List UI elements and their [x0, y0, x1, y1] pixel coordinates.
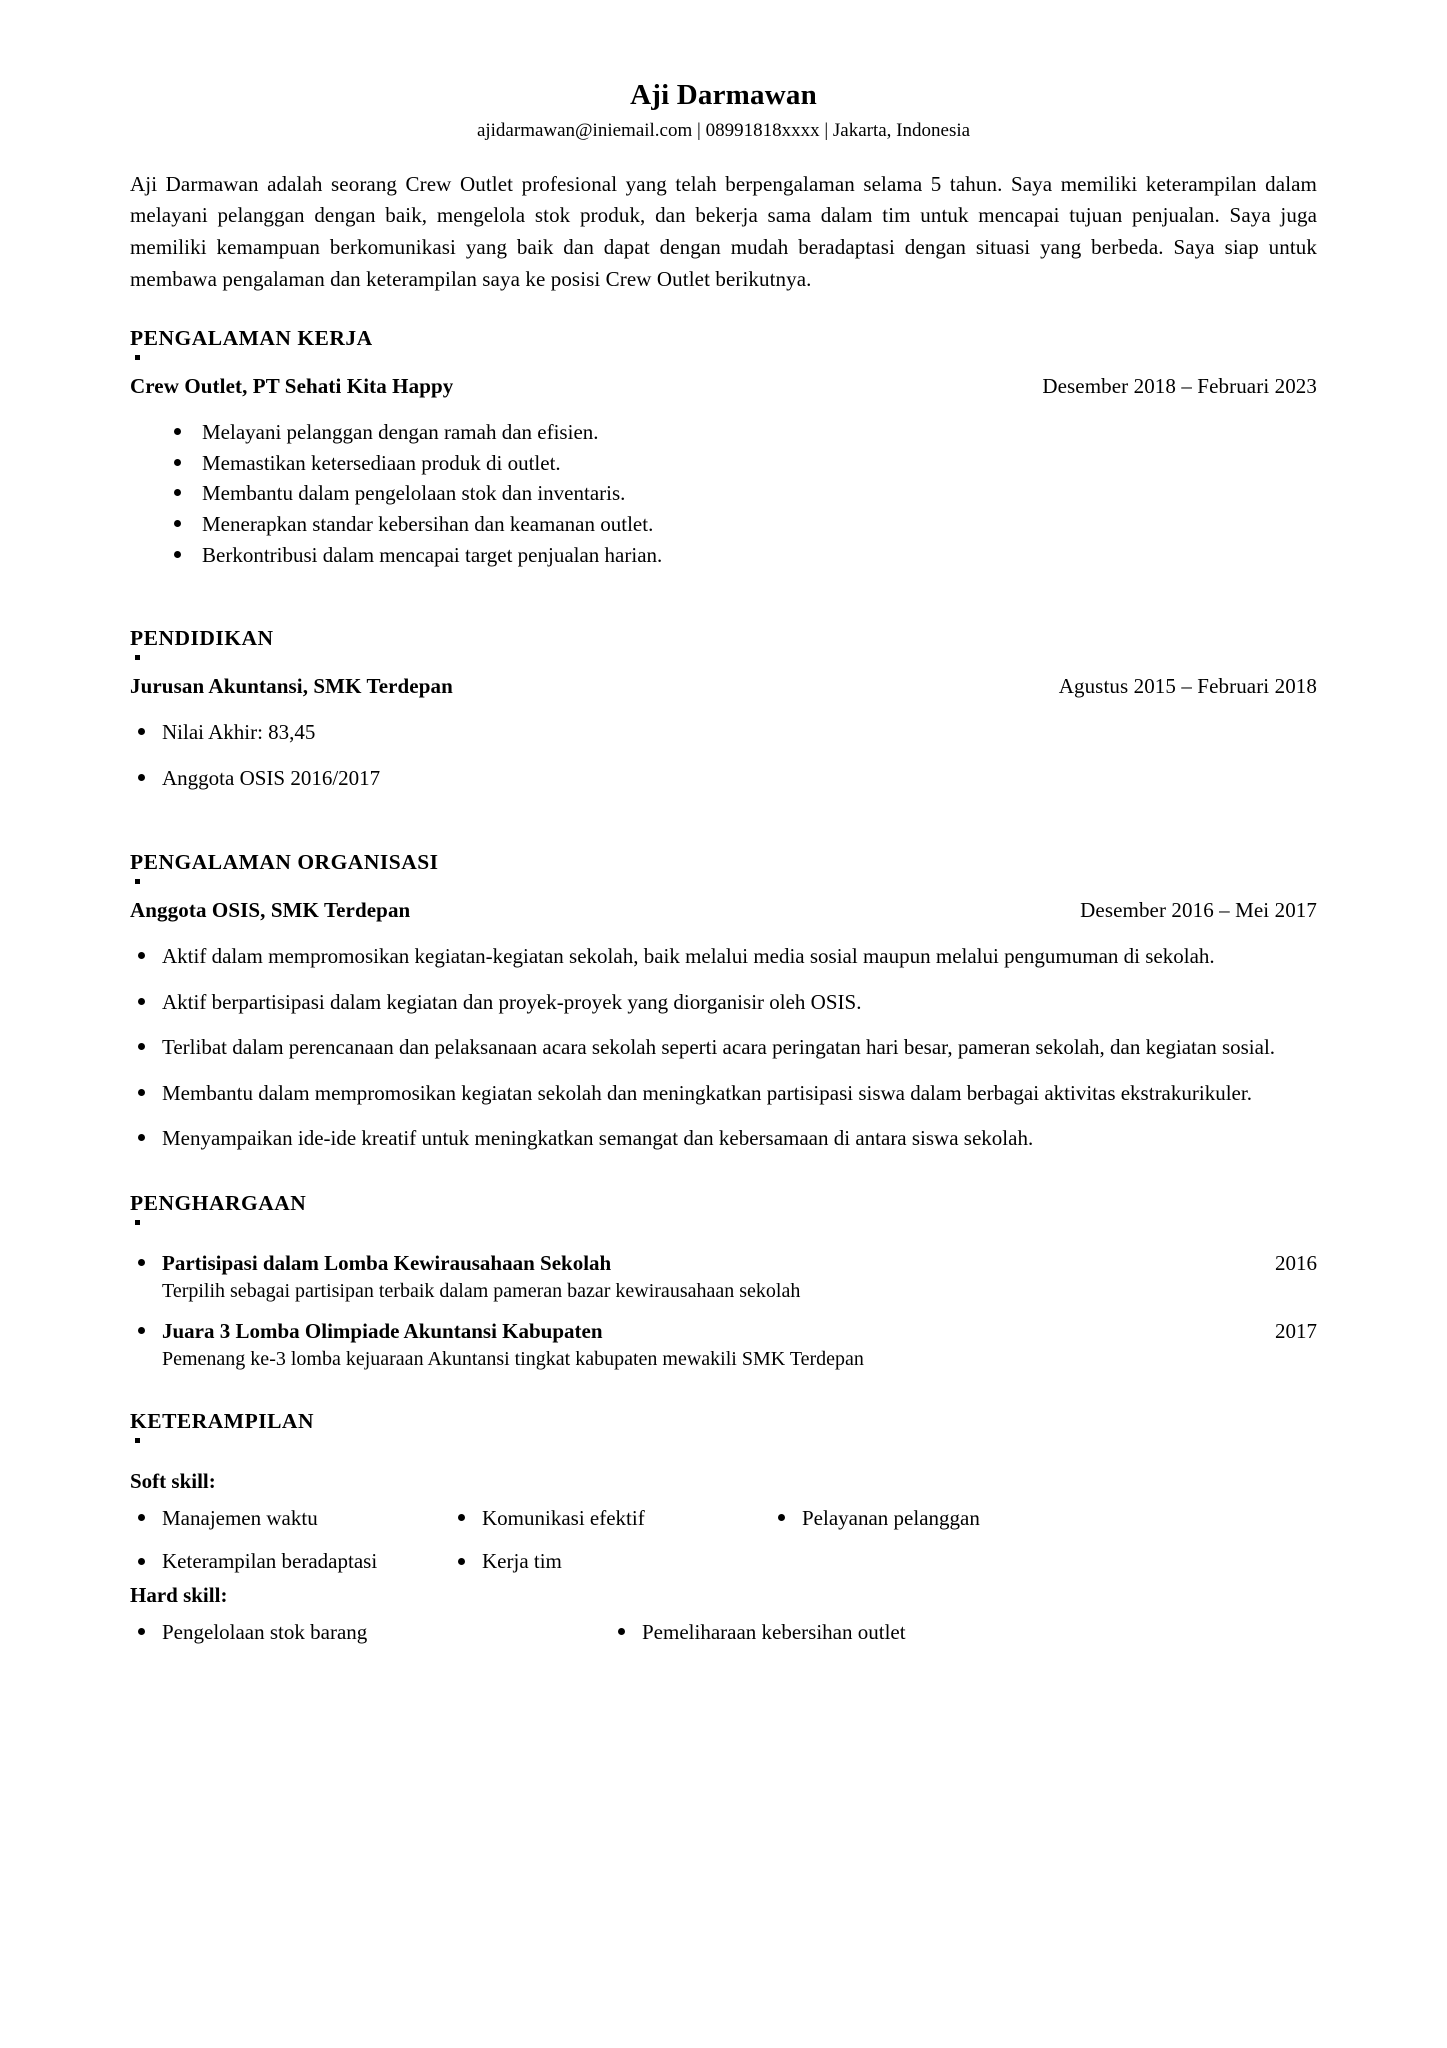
skill-item-text: Kerja tim — [482, 1549, 562, 1574]
section-work-experience — [130, 326, 1317, 570]
bullet-dot-icon — [458, 1558, 465, 1565]
list-item — [130, 540, 1317, 571]
list-item — [130, 763, 1317, 795]
skill-item-text: Manajemen waktu — [162, 1505, 318, 1530]
professional-summary: Aji Darmawan adalah seorang Crew Outlet profesional yang telah berpengalaman selama 5 tahun. Saya memiliki keterampilan dalam melayani pelanggan dengan baik, mengelola stok produk, dan bekerja sama dalam tim untuk mencapai tujuan penjualan. Saya juga memiliki kemampuan berkomunikasi yang baik dan dapat dengan mudah beradaptasi dengan situasi yang berbeda. Saya siap untuk membawa pengalaman dan keterampilan saya ke posisi Crew Outlet berikutnya. — [130, 171, 1317, 292]
bullet-dot-icon — [138, 1327, 145, 1334]
list-item-text: Membantu dalam pengelolaan stok dan inventaris. — [202, 481, 626, 506]
award-entry — [130, 1251, 1317, 1305]
hard-skill-grid — [130, 1618, 1317, 1647]
skill-item-text: Pengelolaan stok barang — [162, 1619, 368, 1644]
section-education — [130, 626, 1317, 794]
bullet-dot-icon — [138, 1089, 145, 1096]
resume-header — [130, 78, 1317, 143]
list-item-text: Aktif dalam mempromosikan kegiatan-kegiatan sekolah, baik melalui media sosial maupun melalui pengumuman di sekolah. — [162, 944, 1215, 969]
list-item — [130, 448, 1317, 479]
skill-item-text: Pemeliharaan kebersihan outlet — [642, 1619, 906, 1644]
section-marker-icon — [135, 879, 140, 884]
bullet-dot-icon — [138, 1628, 145, 1635]
organization-entry-title: Anggota OSIS, SMK Terdepan — [130, 898, 411, 923]
section-heading-work-experience: PENGALAMAN KERJA — [130, 326, 373, 351]
award-title: Partisipasi dalam Lomba Kewirausahaan Sekolah — [162, 1250, 612, 1275]
list-item — [130, 1123, 1317, 1155]
section-heading-organization: PENGALAMAN ORGANISASI — [130, 850, 439, 875]
spacer — [130, 1457, 1317, 1469]
section-heading-awards: PENGHARGAAN — [130, 1190, 307, 1215]
award-header — [162, 1319, 1317, 1344]
bullet-dot-icon — [138, 998, 145, 1005]
hard-skill-label: Hard skill: — [130, 1582, 228, 1607]
bullet-dot-icon — [138, 1259, 145, 1266]
organization-entry-date: Desember 2016 – Mei 2017 — [1080, 898, 1317, 923]
list-item-text: Melayani pelanggan dengan ramah dan efisien. — [202, 420, 599, 445]
spacer — [130, 808, 1317, 850]
work-entry-title: Crew Outlet, PT Sehati Kita Happy — [130, 374, 454, 399]
section-heading-skills: KETERAMPILAN — [130, 1408, 314, 1433]
organization-bullet-list — [130, 941, 1317, 1155]
section-marker-icon — [135, 1220, 140, 1225]
education-bullet-list — [130, 717, 1317, 794]
education-entry-header — [130, 674, 1317, 699]
bullet-dot-icon — [174, 489, 181, 496]
education-entry-date: Agustus 2015 – Februari 2018 — [1058, 674, 1317, 699]
skill-item-text: Keterampilan beradaptasi — [162, 1549, 378, 1574]
spacer — [130, 405, 1317, 417]
bullet-dot-icon — [138, 952, 145, 959]
skill-item-text: Komunikasi efektif — [482, 1505, 645, 1530]
list-item — [130, 417, 1317, 448]
award-title: Juara 3 Lomba Olimpiade Akuntansi Kabupaten — [162, 1318, 603, 1343]
work-entry-date: Desember 2018 – Februari 2023 — [1042, 374, 1317, 399]
bullet-dot-icon — [138, 1558, 145, 1565]
bullet-dot-icon — [174, 428, 181, 435]
bullet-dot-icon — [618, 1628, 625, 1635]
skill-item-empty — [770, 1547, 1317, 1576]
award-entry — [130, 1319, 1317, 1373]
list-item-text: Menerapkan standar kebersihan dan keamanan outlet. — [202, 512, 654, 537]
bullet-dot-icon — [138, 774, 145, 781]
award-year: 2017 — [1275, 1318, 1317, 1343]
section-organization-experience — [130, 850, 1317, 1155]
skill-item-text: Pelayanan pelanggan — [802, 1505, 980, 1530]
spacer — [130, 1239, 1317, 1251]
list-item — [130, 987, 1317, 1019]
section-marker-icon — [135, 355, 140, 360]
education-entry-title: Jurusan Akuntansi, SMK Terdepan — [130, 674, 453, 699]
spacer — [130, 1387, 1317, 1409]
section-marker-icon — [135, 655, 140, 660]
bullet-dot-icon — [174, 520, 181, 527]
page-title: Aji Darmawan — [630, 79, 817, 111]
list-item — [130, 478, 1317, 509]
list-item-text: Berkontribusi dalam mencapai target penjualan harian. — [202, 542, 663, 567]
bullet-dot-icon — [138, 1134, 145, 1141]
skill-item — [610, 1618, 1317, 1647]
section-heading-education: PENDIDIKAN — [130, 626, 274, 651]
spacer — [130, 1169, 1317, 1191]
award-header — [162, 1251, 1317, 1276]
list-item — [130, 717, 1317, 749]
skill-item — [130, 1504, 450, 1533]
award-description: Terpilih sebagai partisipan terbaik dalam pameran bazar kewirausahaan sekolah — [162, 1279, 801, 1302]
bullet-dot-icon — [174, 459, 181, 466]
organization-entry-header — [130, 898, 1317, 923]
award-year: 2016 — [1275, 1250, 1317, 1275]
list-item — [130, 1078, 1317, 1110]
list-item — [130, 509, 1317, 540]
list-item-text: Terlibat dalam perencanaan dan pelaksanaan acara sekolah seperti acara peringatan hari besar, pameran sekolah, dan kegiatan sosial. — [162, 1035, 1276, 1060]
bullet-dot-icon — [138, 728, 145, 735]
bullet-dot-icon — [778, 1514, 785, 1521]
list-item — [130, 941, 1317, 973]
work-bullet-list — [130, 417, 1317, 570]
bullet-dot-icon — [174, 551, 181, 558]
list-item-text: Nilai Akhir: 83,45 — [162, 720, 316, 745]
skill-item — [130, 1618, 610, 1647]
award-description: Pemenang ke-3 lomba kejuaraan Akuntansi tingkat kabupaten mewakili SMK Terdepan — [162, 1347, 864, 1370]
skill-item — [450, 1504, 770, 1533]
list-item-text: Aktif berpartisipasi dalam kegiatan dan proyek-proyek yang diorganisir oleh OSIS. — [162, 989, 862, 1014]
skill-item — [130, 1547, 450, 1576]
soft-skill-label: Soft skill: — [130, 1468, 216, 1493]
spacer — [130, 570, 1317, 626]
list-item-text: Membantu dalam mempromosikan kegiatan sekolah dan meningkatkan partisipasi siswa dalam berbagai aktivitas ekstrakurikuler. — [162, 1080, 1252, 1105]
skill-item — [450, 1547, 770, 1576]
list-item — [130, 1032, 1317, 1064]
list-item-text: Anggota OSIS 2016/2017 — [162, 765, 381, 790]
soft-skill-grid — [130, 1504, 1317, 1577]
spacer — [130, 929, 1317, 941]
bullet-dot-icon — [458, 1514, 465, 1521]
contact-line: ajidarmawan@iniemail.com | 08991818xxxx | Jakarta, Indonesia — [476, 119, 971, 141]
spacer — [130, 705, 1317, 717]
bullet-dot-icon — [138, 1514, 145, 1521]
bullet-dot-icon — [138, 1043, 145, 1050]
section-awards — [130, 1191, 1317, 1373]
list-item-text: Memastikan ketersediaan produk di outlet. — [202, 450, 561, 475]
list-item-text: Menyampaikan ide-ide kreatif untuk meningkatkan semangat dan kebersamaan di antara siswa sekolah. — [162, 1126, 1034, 1151]
work-entry-header — [130, 374, 1317, 399]
section-marker-icon — [135, 1438, 140, 1443]
section-skills — [130, 1409, 1317, 1647]
skill-item — [770, 1504, 1317, 1533]
